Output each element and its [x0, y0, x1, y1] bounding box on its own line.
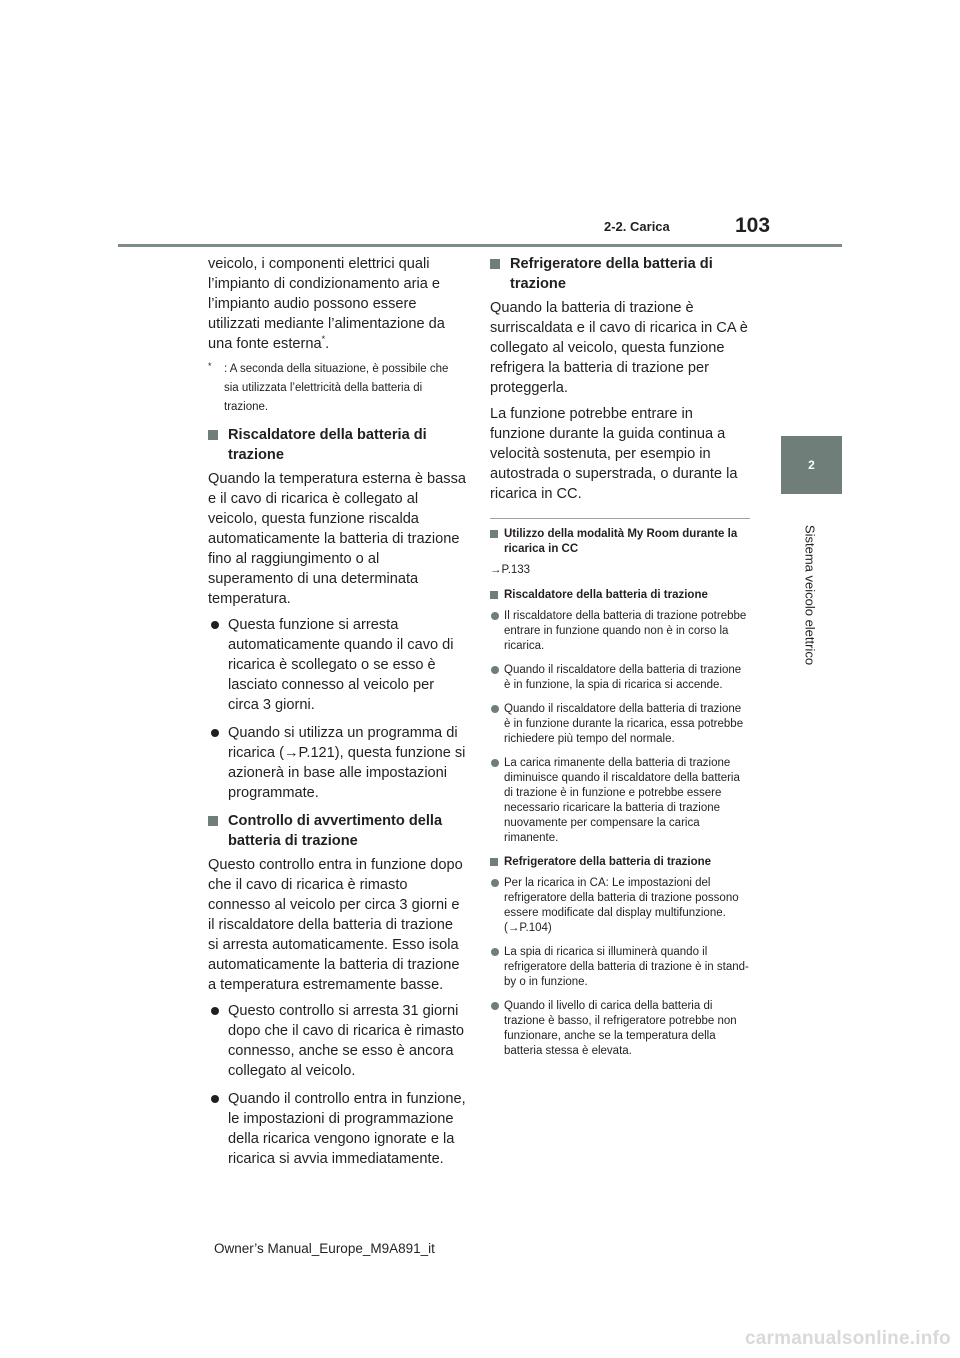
list-item [208, 1001, 466, 1081]
bullet-dot-icon [491, 948, 499, 956]
section-heading [208, 811, 466, 851]
list-item [208, 1089, 466, 1169]
note-list-item [490, 756, 750, 846]
note-item-text: La carica rimanente della batteria di trazione diminuisce quando il riscaldatore della batteria di trazione è in funzione e potrebbe essere necessario ricaricare la batteria di trazione nuovamente per compensare la carica rimanente. [504, 757, 740, 844]
square-bullet-icon [490, 591, 498, 599]
left-column [208, 254, 466, 1177]
square-bullet-icon [490, 530, 498, 538]
note-item-text: Quando il riscaldatore della batteria di trazione è in funzione, la spia di ricarica si accende. [504, 664, 742, 691]
note-list-item [490, 876, 750, 936]
heading-text: Controllo di avvertimento della batteria di trazione [228, 813, 443, 849]
bullet-dot-icon [491, 666, 499, 674]
note-heading [490, 527, 750, 557]
square-bullet-icon [208, 430, 218, 440]
bullet-dot-icon [491, 612, 499, 620]
note-list-item [490, 702, 750, 747]
note-heading [490, 855, 750, 870]
square-bullet-icon [490, 858, 498, 866]
section-heading [490, 254, 750, 294]
list-item-text: Quando il controllo entra in funzione, le impostazioni di programmazione della ricarica vengono ignorate e la ricarica si avvia immediatamente. [228, 1091, 466, 1167]
note-heading [490, 588, 750, 603]
bullet-dot-icon [211, 1007, 219, 1015]
list-item-text: Quando si utilizza un programma di ricarica (→P.121), questa funzione si azionerà in base alle impostazioni programmate. [228, 725, 466, 801]
bullet-dot-icon [211, 621, 219, 629]
square-bullet-icon [490, 259, 500, 269]
bullet-dot-icon [491, 879, 499, 887]
note-list-item [490, 999, 750, 1059]
heading-text: Riscaldatore della batteria di trazione [228, 427, 427, 463]
header-rule [118, 244, 842, 247]
note-list-item [490, 945, 750, 990]
list-item-text: Questa funzione si arresta automaticamente quando il cavo di ricarica è scollegato o se esso è lasciato connesso al veicolo per circa 3 giorni. [228, 617, 454, 713]
intro-paragraph [208, 254, 466, 354]
section-paragraph: Quando la temperatura esterna è bassa e il cavo di ricarica è collegato al veicolo, questa funzione riscalda automaticamente la batteria di trazione fino al raggiungimento o al superamento di una determinata temperatura. [208, 471, 466, 607]
chapter-tab [781, 436, 842, 494]
note-item-text: Il riscaldatore della batteria di trazione potrebbe entrare in funzione quando non è in corso la ricarica. [504, 610, 747, 652]
section-paragraph: Quando la batteria di trazione è surriscaldata e il cavo di ricarica in CA è collegato al veicolo, questa funzione refrigera la batteria di trazione per proteggerla. [490, 300, 748, 396]
bullet-dot-icon [491, 759, 499, 767]
footnote [208, 360, 466, 417]
note-heading-text: Utilizzo della modalità My Room durante la ricarica in CC [504, 528, 738, 555]
note-item-text: Quando il livello di carica della batteria di trazione è basso, il refrigeratore potrebbe non funzionare, anche se la temperatura della batteria stessa è elevata. [504, 1000, 737, 1057]
note-item-text: La spia di ricarica si illuminerà quando il refrigeratore della batteria di trazione è in stand-by o in funzione. [504, 946, 749, 988]
section-paragraph: La funzione potrebbe entrare in funzione durante la guida continua a velocità sostenuta, per esempio in autostrada o superstrada, o durante la ricarica in CC. [490, 406, 738, 502]
bullet-dot-icon [211, 729, 219, 737]
section-paragraph: Questo controllo entra in funzione dopo che il cavo di ricarica è rimasto connesso al veicolo per circa 3 giorni e il riscaldatore della batteria di trazione si arresta automaticamente. Esso isola automaticamente la batteria di trazione a temperatura estremamente basse. [208, 857, 463, 993]
page-number: 103 [735, 214, 771, 237]
note-item-text: Per la ricarica in CA: Le impostazioni del refrigeratore della batteria di trazione possono essere modificate dal display multifunzione. (→P.104) [504, 877, 739, 934]
list-item-text: Questo controllo si arresta 31 giorni dopo che il cavo di ricarica è rimasto connesso, anche se esso è ancora collegato al veicolo. [228, 1003, 465, 1079]
watermark: carmanualsonline.info [745, 1328, 951, 1349]
chapter-number: 2 [808, 458, 815, 472]
note-heading-text: Refrigeratore della batteria di trazione [504, 856, 712, 868]
bullet-dot-icon [491, 705, 499, 713]
bullet-dot-icon [491, 1002, 499, 1010]
footnote-ref: * [321, 334, 326, 345]
section-title: 2-2. Carica [604, 219, 670, 234]
bullet-dot-icon [211, 1095, 219, 1103]
footnote-mark: * [208, 361, 212, 371]
footer-manual-id: Owner’s Manual_Europe_M9A891_it [214, 1241, 435, 1256]
intro-text: veicolo, i componenti elettrici quali l’impianto di condizionamento aria e l’impianto audio possono essere utilizzati mediante l’alimentazione da una fonte esterna [208, 256, 445, 352]
right-column [490, 254, 750, 1068]
page-reference: →P.133 [490, 564, 531, 576]
section-heading [208, 425, 466, 465]
heading-text: Refrigeratore della batteria di trazione [510, 256, 713, 292]
note-item-text: Quando il riscaldatore della batteria di trazione è in funzione durante la ricarica, essa potrebbe richiedere più tempo del normale. [504, 703, 744, 745]
notes-divider [490, 518, 750, 519]
note-list-item [490, 609, 750, 654]
intro-end: . [325, 336, 330, 352]
square-bullet-icon [208, 816, 218, 826]
chapter-title: Sistema veicolo elettrico [802, 524, 818, 666]
note-list-item [490, 663, 750, 693]
footnote-text: : A seconda della situazione, è possibile che sia utilizzata l’elettricità della batteria di trazione. [224, 363, 449, 413]
list-item [208, 615, 466, 715]
list-item [208, 723, 466, 803]
note-heading-text: Riscaldatore della batteria di trazione [504, 589, 708, 601]
